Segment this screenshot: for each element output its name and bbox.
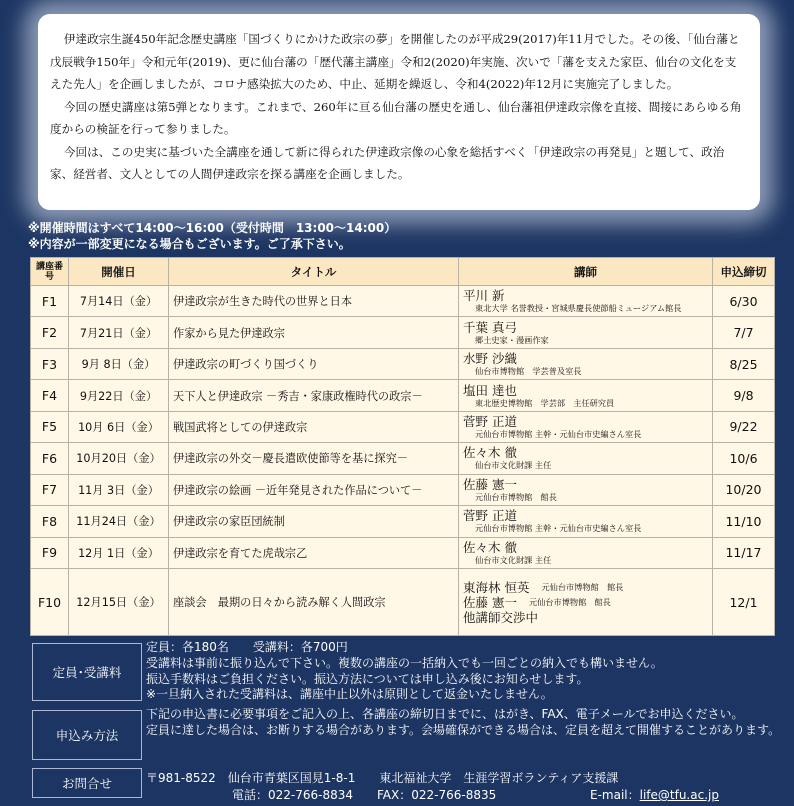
lecture-number: F2 [31,317,69,348]
lecture-deadline: 10/20 [713,474,775,505]
lecturer-name: 佐々木 徹 [463,539,517,555]
application-method-label: 申込み方法 [32,710,142,760]
intro-paragraph: 伊達政宗生誕450年記念歴史講座「国づくりにかけた政宗の夢」を開催したのが平成29(2017)年11月でした。その後、「仙台藩と戊辰戦争150年」令和元年(2019)、更に仙台藩の「歴代藩主講座」令和2(2020)年実施、次いで「藩を支えた家臣、仙台の文化を支えた先人」を企画しましたが、コロナ感染拡大のため、中止、延期を繰返し、令和4(2022)年12月に実施完了しました。 [50,32,740,91]
header-date: 開催日 [69,258,169,286]
lecturer-affiliation: 東北歴史博物館 学芸部 主任研究員 [475,397,615,408]
apply-line: 定員に達した場合は、お断りする場合があります。会場確保ができる場合は、定員を超えて開催することがあります。 [146,722,781,737]
lecturer-entry [463,580,708,595]
contact-label: お問合せ [32,768,142,798]
lecturer-name: 東海林 恒英 [463,579,530,595]
header-lecturer: 講師 [459,258,713,286]
lecturer-name: 千葉 真弓 [463,319,517,335]
lecturer-affiliation: 仙台市博物館 学芸普及室長 [475,366,582,377]
lecture-lecturer [459,317,713,348]
lecturer-affiliation: 郷土史家・漫画作家 [475,334,549,345]
lecture-date: 9月 8日（金） [69,348,169,379]
lecture-title: 伊達政宗の家臣団統制 [169,506,459,537]
lecturer-name: 水野 沙織 [463,351,517,367]
table-header-row [31,258,775,286]
lecturer-affiliation: 元仙台市博物館 主幹・元仙台市史編さん室長 [475,428,642,439]
contact-address: 〒981-8522 仙台市青葉区国見1-8-1 東北福祉大学 生涯学習ボランティア支援課 [146,771,619,785]
lecture-deadline: 11/10 [713,506,775,537]
lecturer-name: 塩田 達也 [463,382,517,398]
lecture-number: F7 [31,474,69,505]
table-row [31,537,775,569]
lecture-schedule-table [30,257,775,636]
capacity-line: ※一旦納入された受講料は、講座中止以外は原則として返金いたしません。 [146,687,553,702]
lecturer-affiliation: 元仙台市博物館 館長 [528,596,611,607]
lecturer-name: 佐藤 憲一 [463,476,517,492]
lecture-date: 11月24日（金） [69,506,169,537]
lecture-number: F5 [31,411,69,442]
lecture-date: 7月21日（金） [69,317,169,348]
lecture-number: F10 [31,569,69,636]
schedule-notes [28,220,396,252]
lecture-lecturer [459,411,713,442]
lecture-date: 10月 6日（金） [69,411,169,442]
change-note: ※内容が一部変更になる場合もございます。ご了承下さい。 [28,237,351,251]
lecture-lecturer [459,380,713,411]
contact-email[interactable] [590,786,719,803]
intro-panel [38,14,760,210]
lecturer-affiliation: 元仙台市博物館 館長 [541,581,624,592]
lecturer-name: 平川 新 [463,288,505,304]
lecture-date: 12月 1日（金） [69,537,169,569]
lecture-title: 戦国武将としての伊達政宗 [169,411,459,442]
lecture-number: F8 [31,506,69,537]
lecture-number: F3 [31,348,69,379]
lecture-lecturer [459,443,713,474]
lecture-title: 座談会 最期の日々から読み解く人間政宗 [169,569,459,636]
table-row [31,474,775,505]
lecture-deadline: 6/30 [713,286,775,317]
capacity-fee-text [146,640,663,703]
lecture-lecturer [459,537,713,569]
capacity-fee-label: 定員･受講料 [32,643,142,701]
email-link[interactable]: life@tfu.ac.jp [639,788,719,802]
header-title: タイトル [169,258,459,286]
capacity-line: 受講料は事前に振り込んで下さい。複数の講座の一括納入でも一回ごとの納入でも構いません。 [146,655,663,670]
lecturer-name: 菅野 正道 [463,508,517,524]
lecture-number: F6 [31,443,69,474]
contact-phone: 電話：022-766-8834 FAX：022-766-8835 [232,788,497,802]
lecture-title: 伊達政宗の町づくり国づくり [169,348,459,379]
lecturer-affiliation: 元仙台市博物館 館長 [475,491,557,502]
lecture-deadline: 12/1 [713,569,775,636]
lecture-deadline: 9/8 [713,380,775,411]
table-row [31,286,775,317]
capacity-line: 振込手数料はご負担ください。振込方法については申し込み後にお知らせします。 [146,671,589,686]
lecture-deadline: 9/22 [713,411,775,442]
lecture-title: 伊達政宗を育てた虎哉宗乙 [169,537,459,569]
email-label: E-mail： [590,788,640,802]
lecture-deadline: 10/6 [713,443,775,474]
intro-paragraph: 今回の歴史講座は第5弾となります。これまで、260年に亘る仙台藩の歴史を通し、仙台藩祖伊達政宗像を直接、間接にあらゆる角度からの検証を行って参りました。 [50,99,742,136]
table-row [31,443,775,474]
lecture-deadline: 8/25 [713,348,775,379]
lecture-title: 作家から見た伊達政宗 [169,317,459,348]
header-no: 講座番号 [31,258,69,286]
lecturer-affiliation: 仙台市文化財課 主任 [475,554,552,565]
lecture-title: 天下人と伊達政宗 －秀吉・家康政権時代の政宗－ [169,380,459,411]
application-method-text [146,707,780,739]
lecturer-name: 佐々木 徹 [463,445,517,461]
lecture-lecturers [459,569,713,636]
intro-paragraph: 今回は、この史実に基づいた全講座を通して新に得られた伊達政宗像の心象を総括すべく「伊達政宗の再発見」と題して、政治家、経営者、文人としての人間伊達政宗を探る講座を企画しました。 [50,144,725,181]
lecturer-affiliation: 元仙台市博物館 主幹・元仙台市史編さん室長 [475,523,642,534]
other-lecturers-note: 他講師交渉中 [463,609,539,625]
table-row [31,380,775,411]
lecture-date: 9月22日（金） [69,380,169,411]
lecturer-affiliation: 仙台市文化財課 主任 [475,460,552,471]
time-note: ※開催時間はすべて14:00～16:00（受付時間 13:00～14:00） [28,221,397,235]
table-row [31,411,775,442]
lecture-date: 11月 3日（金） [69,474,169,505]
table-row [31,569,775,636]
lecture-lecturer [459,348,713,379]
lecture-date: 10月20日（金） [69,443,169,474]
lecture-lecturer [459,286,713,317]
lecture-deadline: 7/7 [713,317,775,348]
table-row [31,506,775,537]
lecture-number: F4 [31,380,69,411]
lecture-lecturer [459,506,713,537]
apply-line: 下記の申込書に必要事項をご記入の上、各講座の締切日までに、はがき、FAX、電子メールでお申込ください。 [146,707,744,721]
lecture-date: 12月15日（金） [69,569,169,636]
lecturer-name: 佐藤 憲一 [463,594,517,610]
capacity-line: 定員：各180名 受講料：各700円 [146,640,348,654]
lecturer-name: 菅野 正道 [463,413,517,429]
lecture-title: 伊達政宗が生きた時代の世界と日本 [169,286,459,317]
header-deadline: 申込締切 [713,258,775,286]
lecture-lecturer [459,474,713,505]
table-row [31,317,775,348]
lecturer-affiliation: 東北大学 名誉教授・宮城県慶長使節船ミュージアム館長 [475,303,682,314]
lecture-title: 伊達政宗の外交－慶長遣欧使節等を基に探究－ [169,443,459,474]
lecture-number: F9 [31,537,69,569]
lecture-number: F1 [31,286,69,317]
lecture-date: 7月14日（金） [69,286,169,317]
lecture-title: 伊達政宗の絵画 －近年発見された作品について－ [169,474,459,505]
table-row [31,348,775,379]
lecture-deadline: 11/17 [713,537,775,569]
lecturer-entry [463,595,708,610]
